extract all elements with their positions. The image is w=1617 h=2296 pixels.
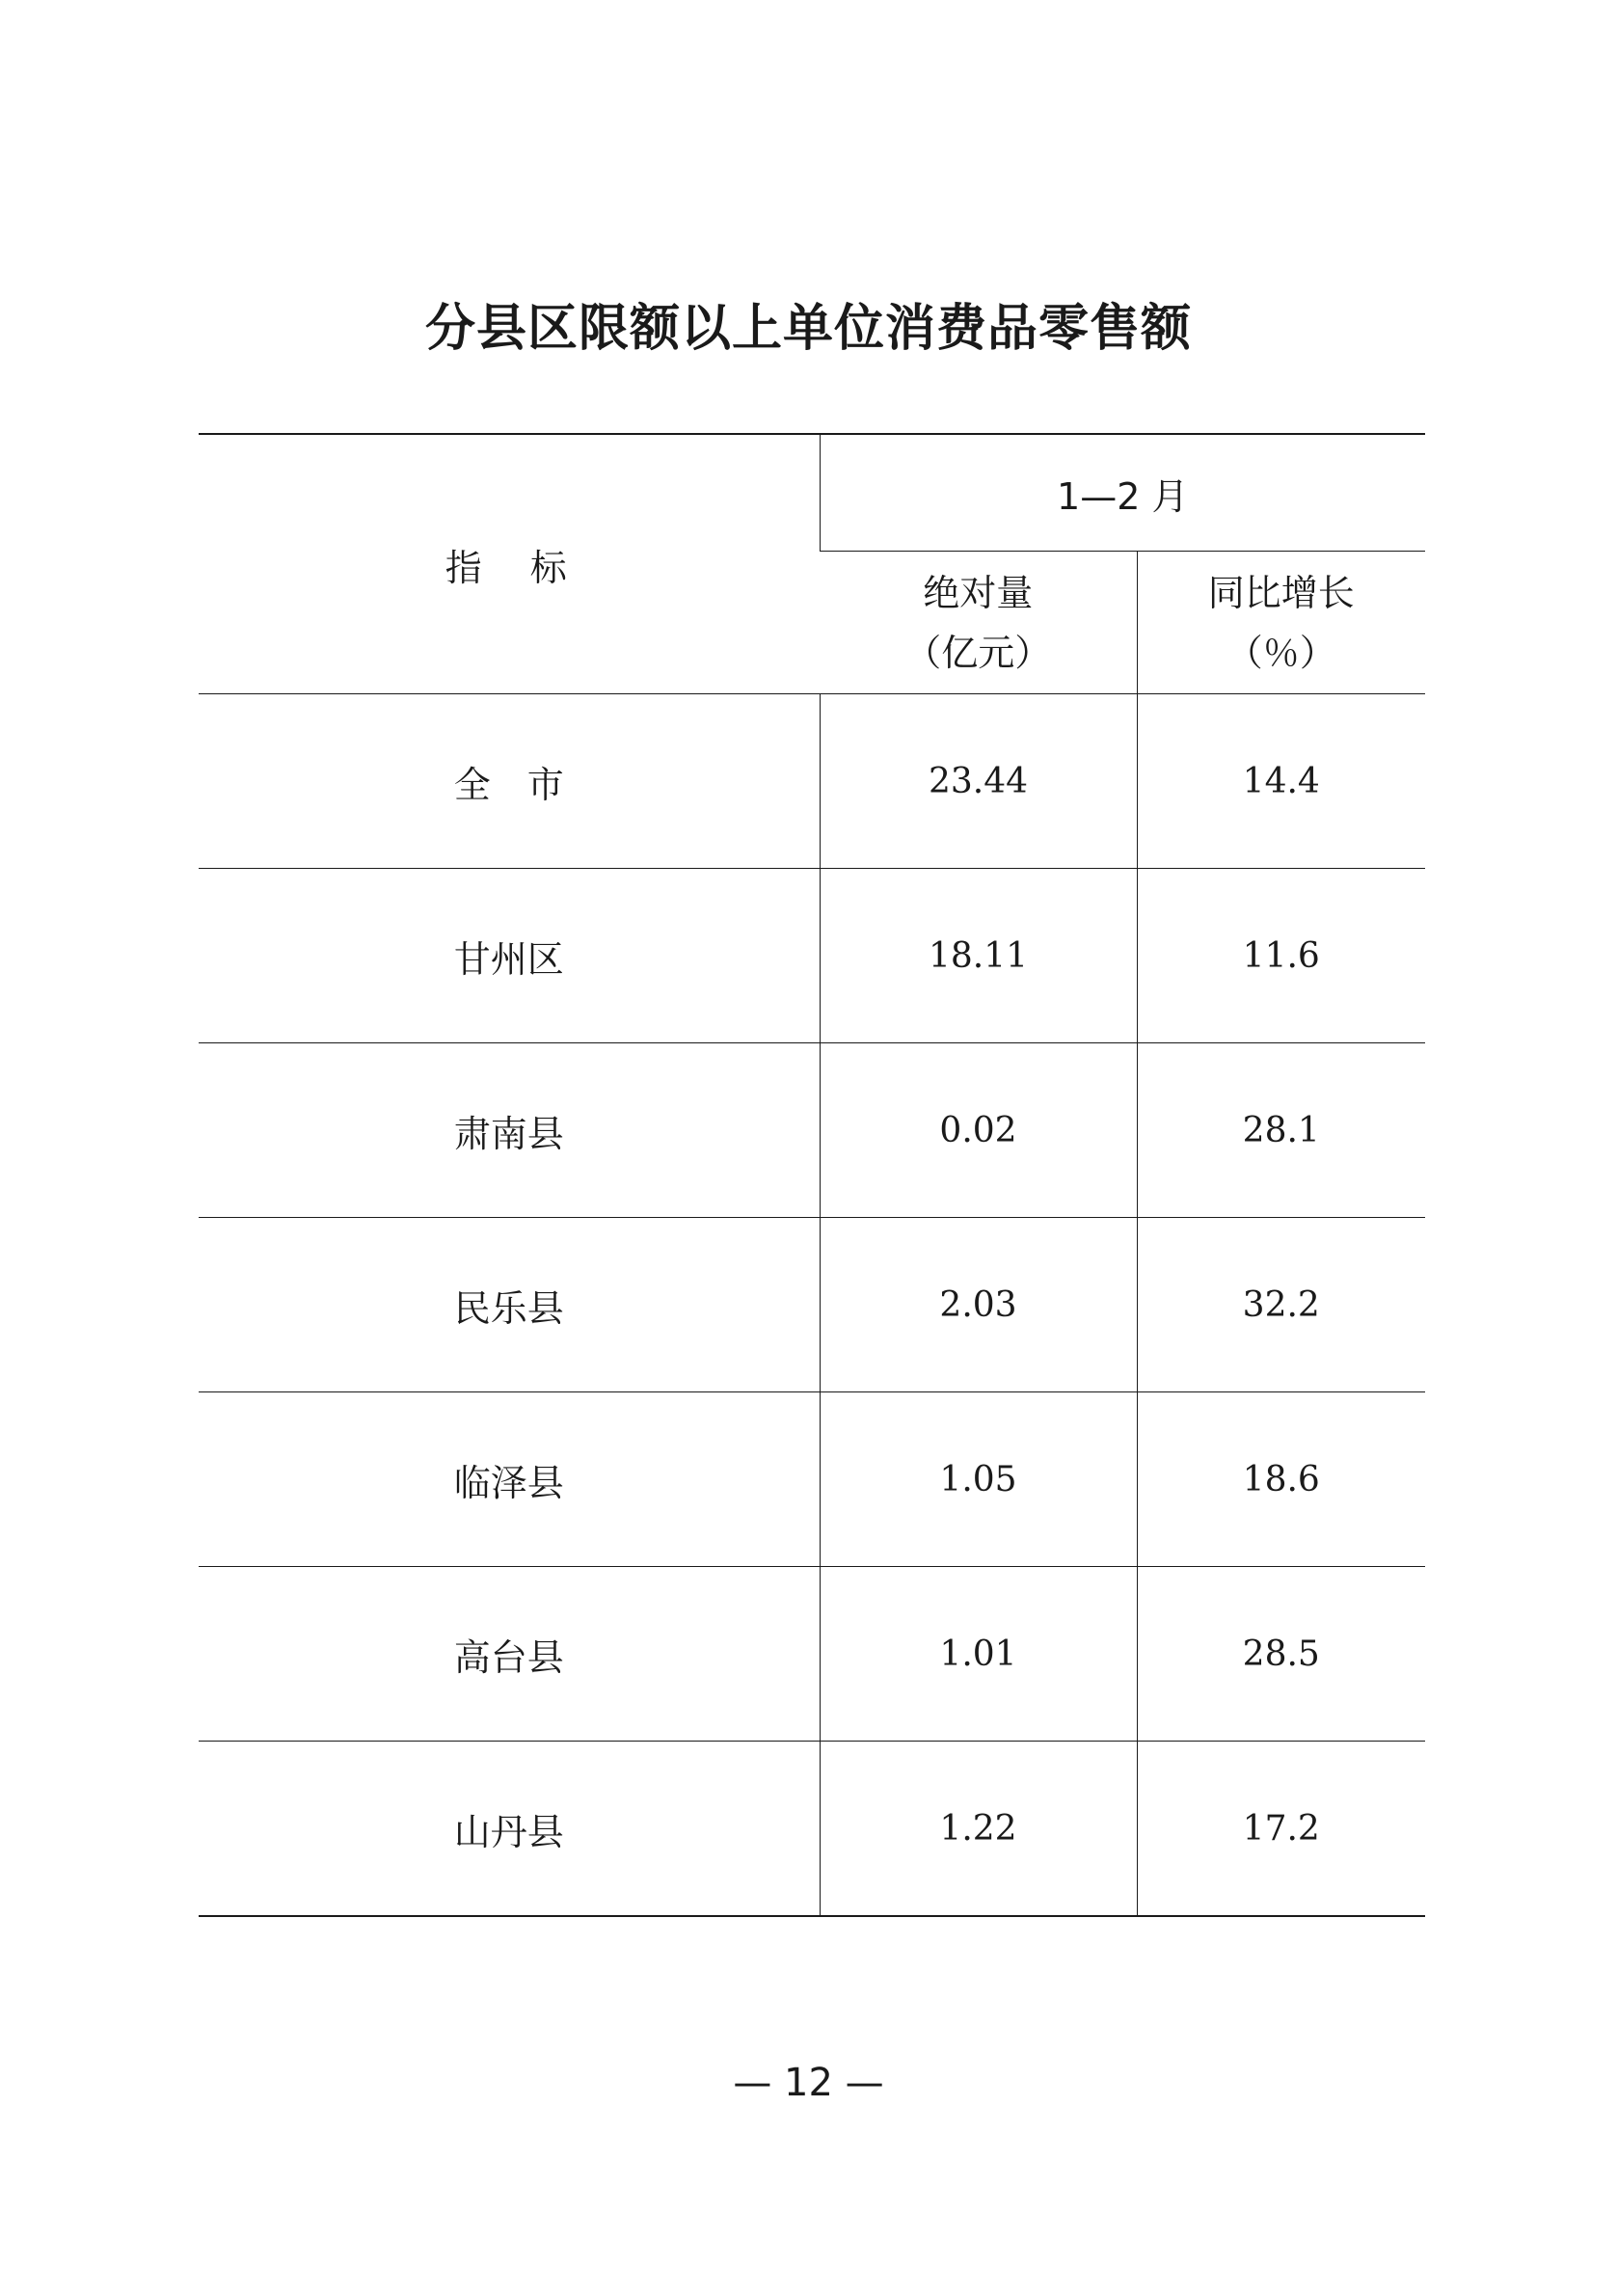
absolute-value-cell: 0.02 (820, 1043, 1137, 1218)
absolute-value-cell: 1.05 (820, 1392, 1137, 1567)
yoy-growth-cell: 11.6 (1137, 869, 1425, 1043)
page-number: — 12 — (733, 2061, 884, 2105)
retail-sales-table (199, 433, 1425, 1917)
yoy-growth-header-unit: （％） (1226, 631, 1336, 674)
table-row (199, 869, 1425, 1043)
table-header (199, 434, 1425, 694)
yoy-growth-cell: 28.1 (1137, 1043, 1425, 1218)
page-title: 分县区限额以上单位消费品零售额 (424, 300, 1192, 358)
table-row (199, 1218, 1425, 1392)
yoy-growth-cell: 14.4 (1137, 694, 1425, 869)
table-row (199, 1043, 1425, 1218)
region-cell: 肃南县 (199, 1043, 820, 1218)
absolute-value-header-unit: （亿元） (904, 631, 1052, 674)
region-cell: 山丹县 (199, 1742, 820, 1917)
absolute-value-cell: 18.11 (820, 869, 1137, 1043)
absolute-value-header (820, 552, 1137, 694)
table-body (199, 694, 1425, 1917)
yoy-growth-header-name: 同比增长 (1207, 571, 1355, 614)
region-cell: 高台县 (199, 1567, 820, 1742)
region-cell: 临泽县 (199, 1392, 820, 1567)
region-cell: 民乐县 (199, 1218, 820, 1392)
indicator-header: 指 标 (199, 434, 820, 694)
table-row (199, 694, 1425, 869)
table-row (199, 1392, 1425, 1567)
absolute-value-cell: 1.22 (820, 1742, 1137, 1917)
region-cell: 甘州区 (199, 869, 820, 1043)
region-cell: 全 市 (199, 694, 820, 869)
absolute-value-cell: 2.03 (820, 1218, 1137, 1392)
table-row (199, 1742, 1425, 1917)
table-row (199, 1567, 1425, 1742)
absolute-value-header-name: 绝对量 (923, 571, 1034, 614)
yoy-growth-cell: 17.2 (1137, 1742, 1425, 1917)
yoy-growth-header (1137, 552, 1425, 694)
yoy-growth-cell: 18.6 (1137, 1392, 1425, 1567)
absolute-value-cell: 23.44 (820, 694, 1137, 869)
absolute-value-cell: 1.01 (820, 1567, 1137, 1742)
yoy-growth-cell: 28.5 (1137, 1567, 1425, 1742)
period-header: 1—2 月 (820, 434, 1425, 552)
yoy-growth-cell: 32.2 (1137, 1218, 1425, 1392)
